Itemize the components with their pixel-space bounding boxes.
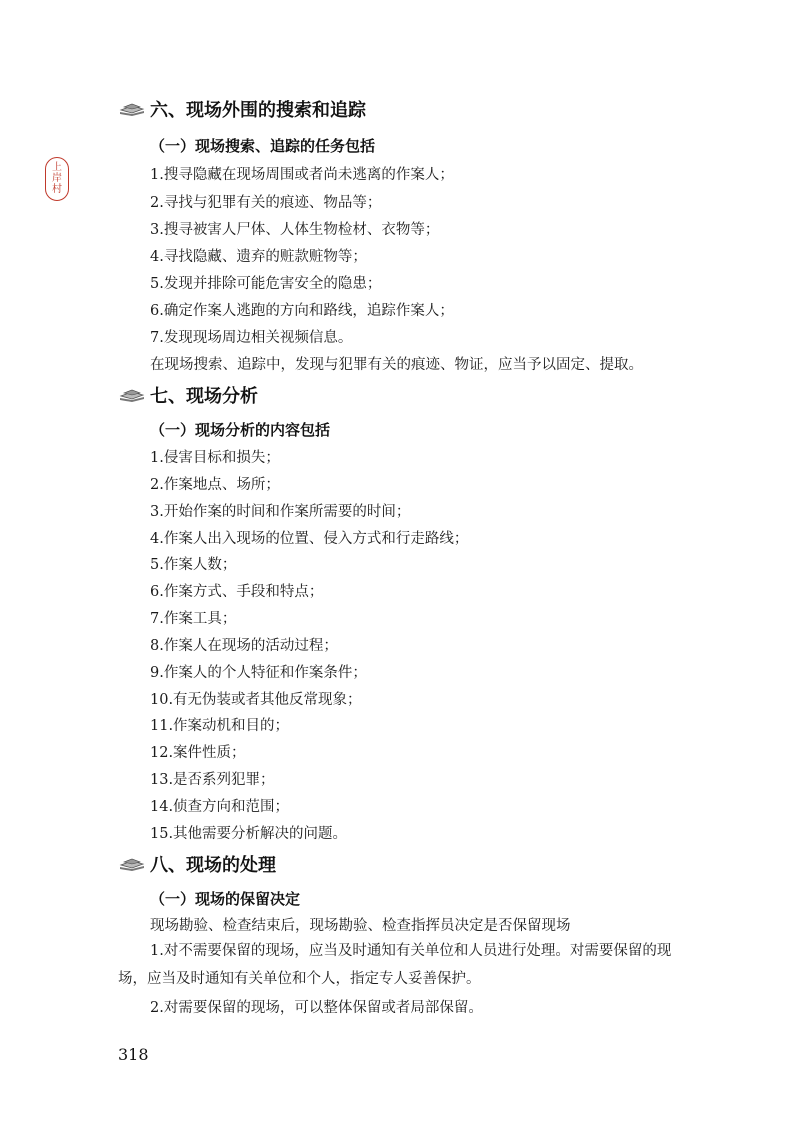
body-paragraph: 1.对不需要保留的现场，应当及时通知有关单位和人员进行处理。对需要保留的现场，应当及时通知有关单位和个人，指定专人妥善保护。 bbox=[118, 943, 672, 987]
list-item: 2.作案地点、场所； bbox=[150, 477, 280, 493]
book-stack-icon bbox=[118, 387, 146, 403]
seal-char: 岸 bbox=[52, 173, 62, 184]
list-item: 4.寻找隐藏、遗弃的赃款赃物等； bbox=[150, 249, 367, 265]
list-item: 12.案件性质； bbox=[150, 745, 246, 761]
page-number: 318 bbox=[118, 1045, 149, 1064]
subsection-title: （一）现场分析的内容包括 bbox=[150, 421, 331, 439]
list-item: 9.作案人的个人特征和作案条件； bbox=[150, 665, 367, 681]
book-stack-icon bbox=[118, 856, 146, 872]
list-item: 6.作案方式、手段和特点； bbox=[150, 584, 324, 600]
section-heading bbox=[118, 94, 366, 124]
section-heading bbox=[118, 849, 276, 879]
subsection-title: （一）现场的保留决定 bbox=[150, 890, 301, 908]
list-item: 5.作案人数； bbox=[150, 557, 237, 573]
list-item: 5.发现并排除可能危害安全的隐患； bbox=[150, 276, 382, 292]
list-item: 7.作案工具； bbox=[150, 611, 237, 627]
subsection-title: （一）现场搜索、追踪的任务包括 bbox=[150, 137, 376, 155]
list-item: 6.确定作案人逃跑的方向和路线，追踪作案人； bbox=[150, 303, 454, 319]
seal-char: 上 bbox=[52, 162, 62, 173]
book-stack-icon bbox=[118, 101, 146, 117]
list-item: 14.侦查方向和范围； bbox=[150, 799, 290, 815]
list-item: 4.作案人出入现场的位置、侵入方式和行走路线； bbox=[150, 531, 469, 547]
publisher-seal bbox=[45, 157, 69, 201]
list-item: 1.搜寻隐藏在现场周围或者尚未逃离的作案人； bbox=[150, 167, 454, 183]
list-item: 2.寻找与犯罪有关的痕迹、物品等； bbox=[150, 195, 382, 211]
list-item: 11.作案动机和目的； bbox=[150, 718, 290, 734]
list-item: 10.有无伪装或者其他反常现象； bbox=[150, 692, 362, 708]
section-title: 八、现场的处理 bbox=[150, 855, 276, 876]
list-item: 8.作案人在现场的活动过程； bbox=[150, 638, 338, 654]
section-title: 六、现场外围的搜索和追踪 bbox=[150, 100, 366, 121]
list-item: 13.是否系列犯罪； bbox=[150, 772, 275, 788]
list-item: 3.搜寻被害人尸体、人体生物检材、衣物等； bbox=[150, 222, 440, 238]
section-title: 七、现场分析 bbox=[150, 386, 258, 407]
body-paragraph: 2.对需要保留的现场，可以整体保留或者局部保留。 bbox=[150, 1000, 483, 1016]
list-item: 3.开始作案的时间和作案所需要的时间； bbox=[150, 504, 411, 520]
seal-char: 村 bbox=[52, 184, 62, 195]
body-paragraph: 在现场搜索、追踪中，发现与犯罪有关的痕迹、物证，应当予以固定、提取。 bbox=[150, 357, 643, 373]
list-item: 7.发现现场周边相关视频信息。 bbox=[150, 330, 353, 346]
body-paragraph: 现场勘验、检查结束后，现场勘验、检查指挥员决定是否保留现场 bbox=[150, 918, 571, 934]
list-item: 1.侵害目标和损失； bbox=[150, 450, 280, 466]
section-heading bbox=[118, 380, 258, 410]
list-item: 15.其他需要分析解决的问题。 bbox=[150, 826, 348, 842]
